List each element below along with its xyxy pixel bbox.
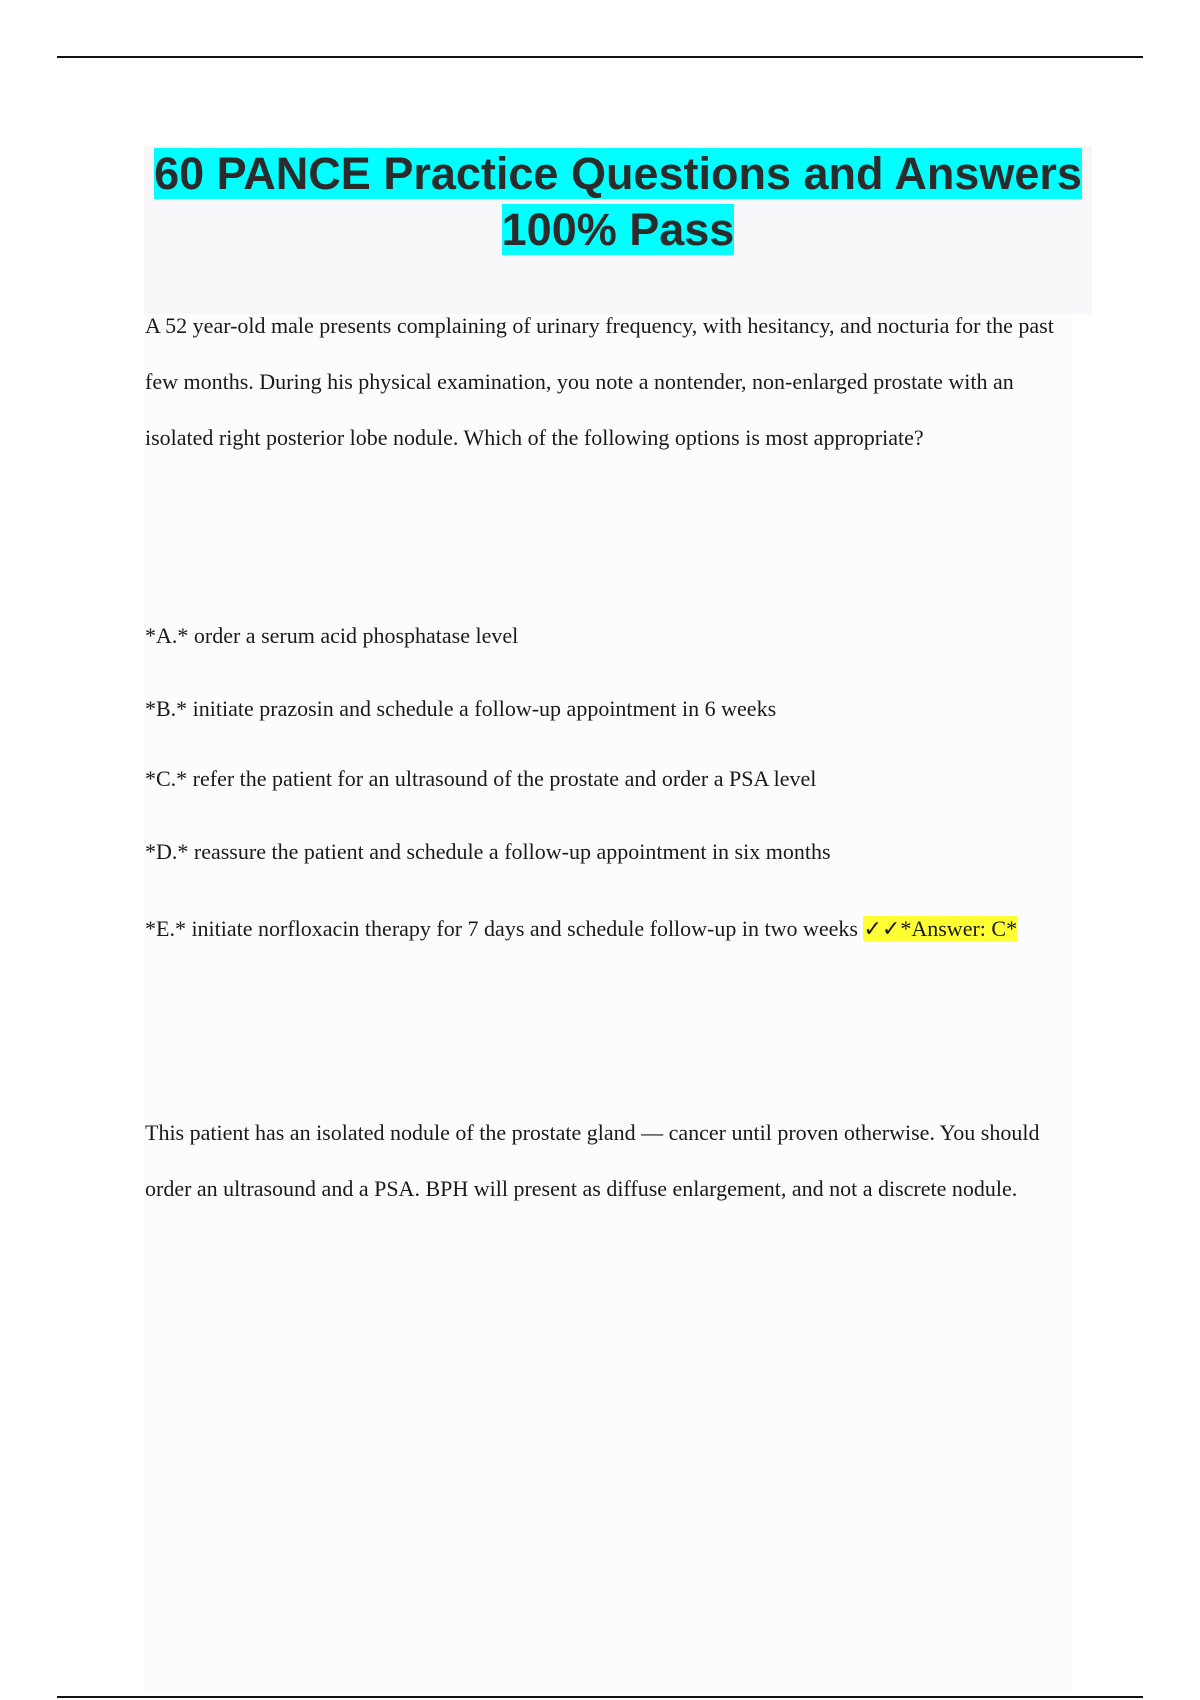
option-d: *D.* reassure the patient and schedule a follow-up appointment in six months	[145, 839, 831, 864]
answer-highlight	[863, 916, 1017, 941]
answer-text: *Answer: C*	[900, 916, 1018, 941]
question-text: A 52 year-old male presents complaining of urinary frequency, with hesitancy, and nocturia for the past few months. During his physical examination, you note a nontender, non-enlarged prostate with an isolated right posterior lobe nodule. Which of the following options is most appropriate?	[145, 313, 1054, 450]
explanation-block	[145, 1105, 1085, 1217]
option-c: *C.* refer the patient for an ultrasound of the prostate and order a PSA level	[145, 766, 817, 791]
bottom-rule	[57, 1696, 1143, 1698]
document-title	[144, 146, 1092, 258]
double-check-icon: ✓✓	[863, 917, 901, 942]
page-background	[144, 314, 1072, 1694]
option-a: *A.* order a serum acid phosphatase level	[145, 623, 519, 648]
option-b: *B.* initiate prazosin and schedule a follow-up appointment in 6 weeks	[145, 696, 777, 721]
option-e	[145, 901, 1085, 958]
option-e-text: *E.* initiate norfloxacin therapy for 7 days and schedule follow-up in two weeks	[145, 916, 864, 941]
document-title-text: 60 PANCE Practice Questions and Answers 100% Pass	[154, 148, 1082, 255]
question-block	[145, 298, 1085, 466]
explanation-text: This patient has an isolated nodule of the prostate gland — cancer until proven otherwise. You should order an ultrasound and a PSA. BPH will present as diffuse enlargement, and not a discrete nodule.	[145, 1120, 1040, 1201]
top-rule	[57, 56, 1143, 58]
title-block	[144, 146, 1092, 314]
